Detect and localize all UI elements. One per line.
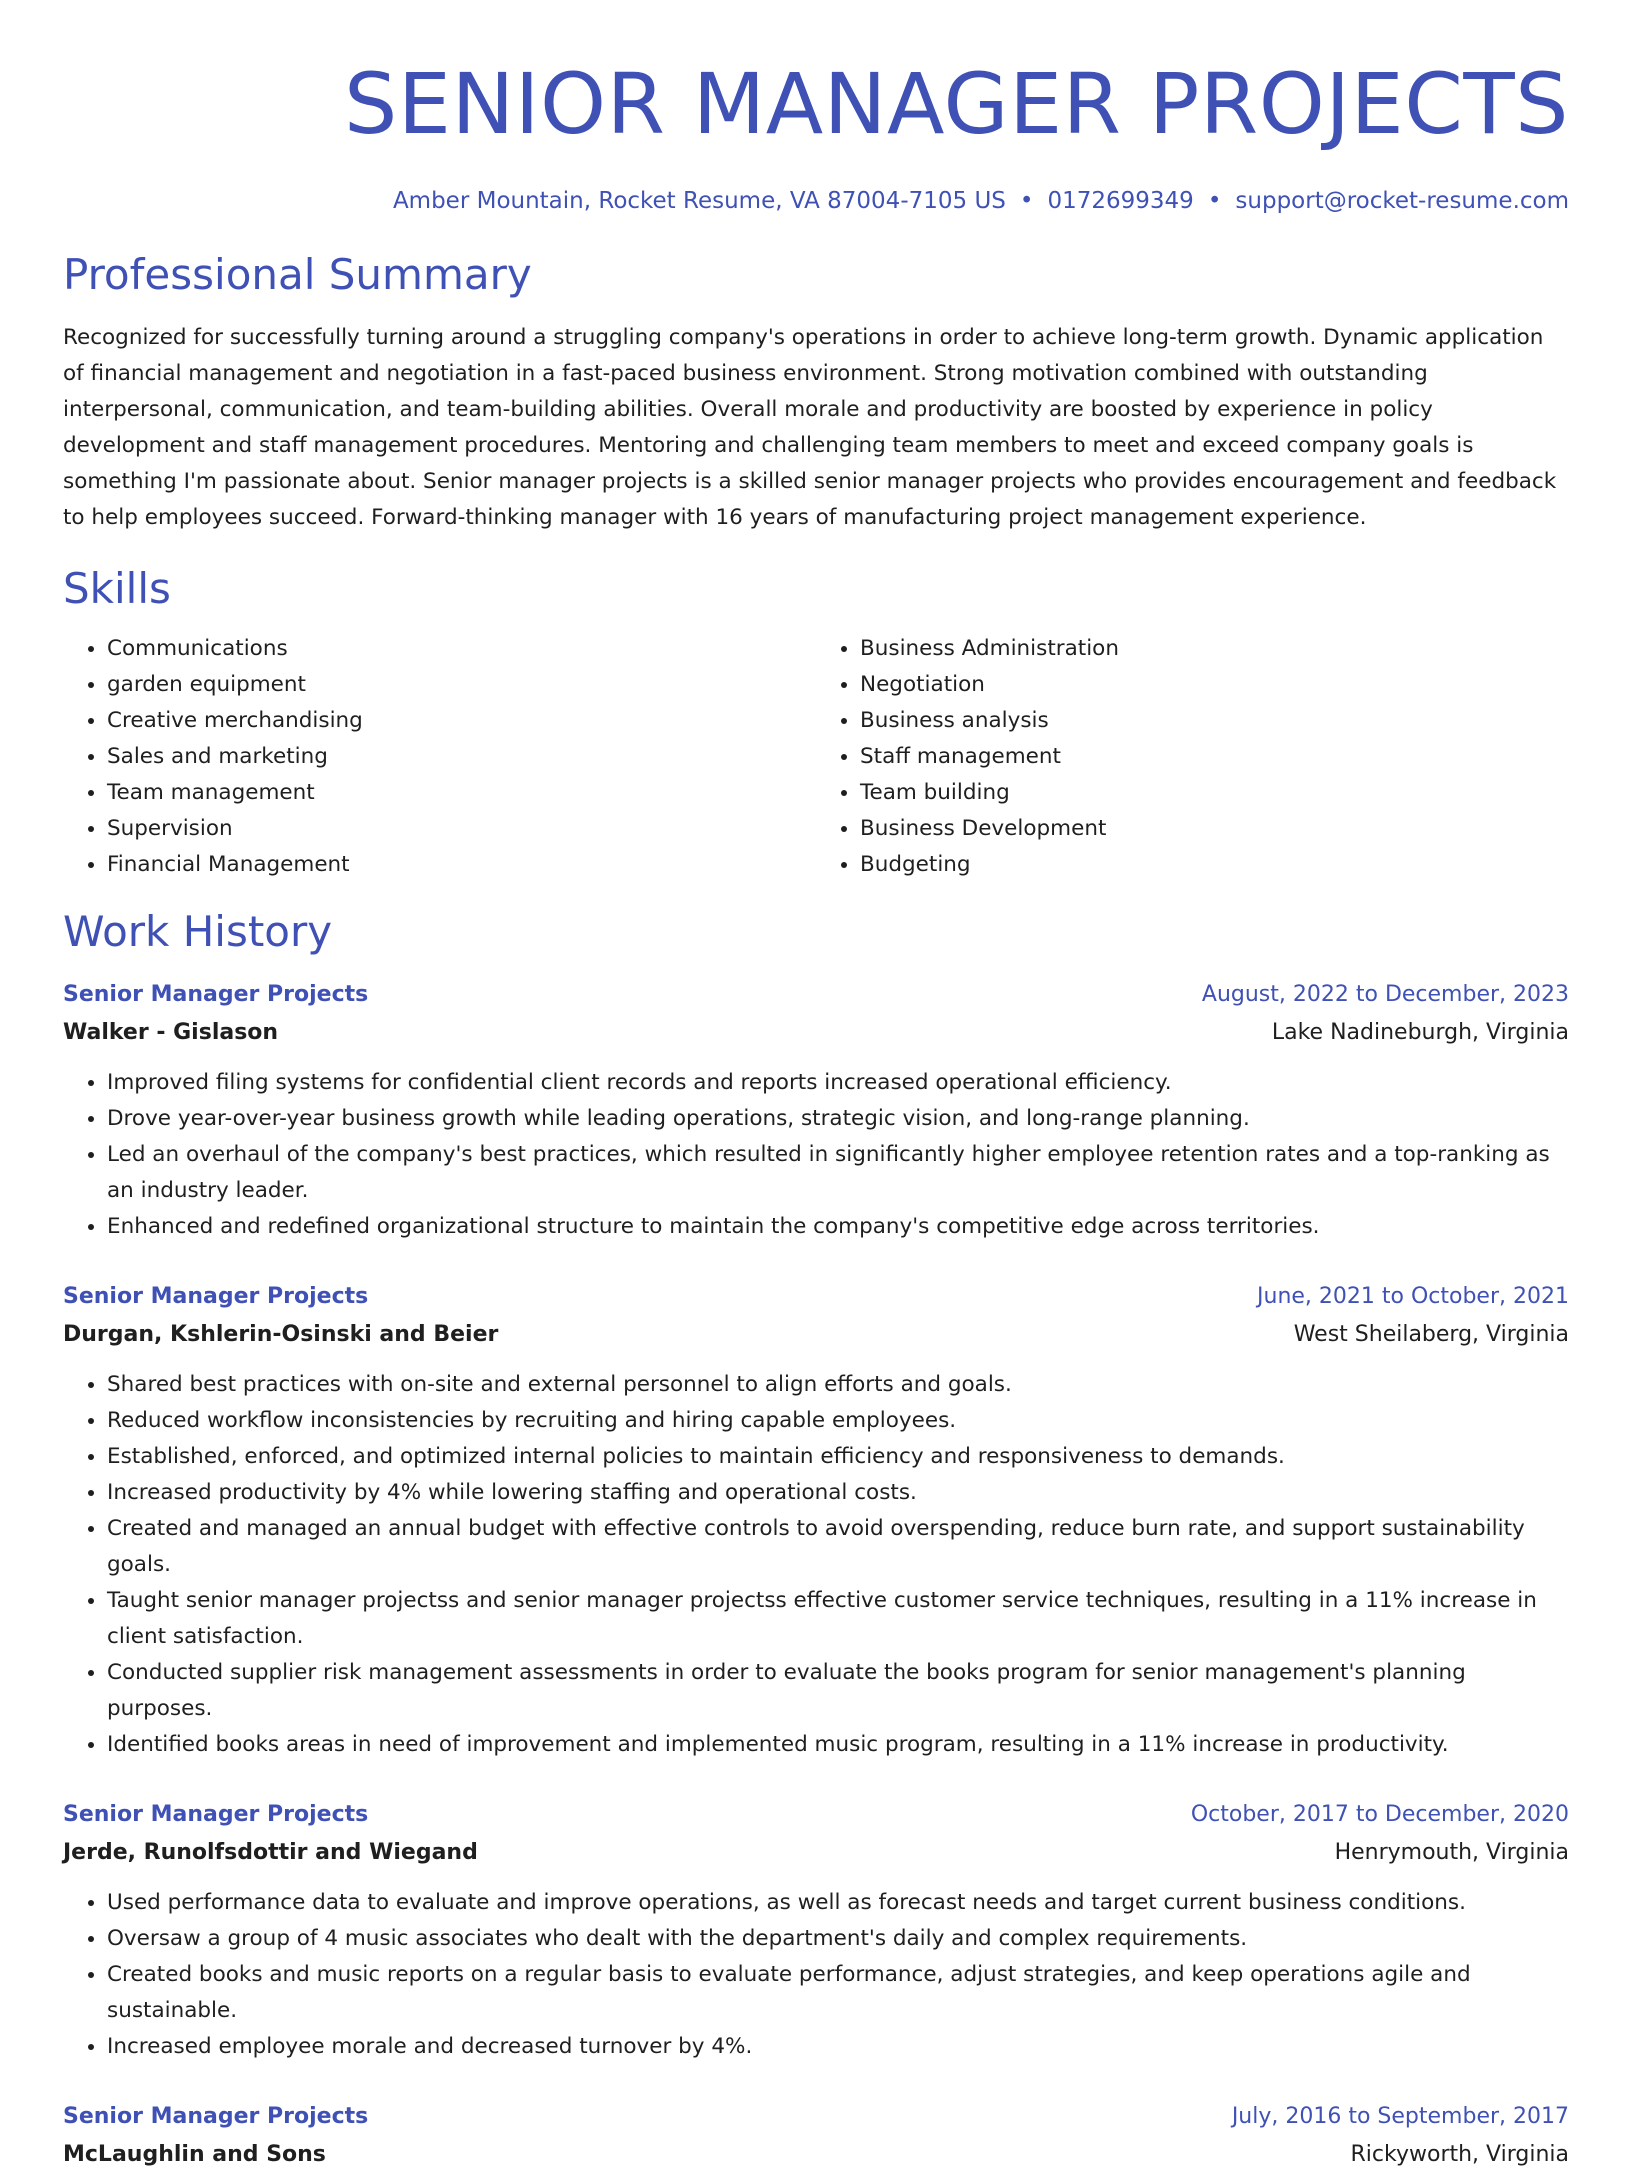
job-entry [63, 977, 1569, 1245]
contact-line [63, 188, 1569, 216]
work-history-heading: Work History [63, 906, 333, 956]
job-bullet: • Used performance data to evaluate and improve operations, as well as forecast needs and target current business conditions. [107, 1885, 1569, 1921]
skill-item: • Business Administration [860, 631, 1569, 667]
job-bullet: • Reduced workflow inconsistencies by recruiting and hiring capable employees. [107, 1403, 1569, 1439]
email-link[interactable]: support@rocket-resume.com [1235, 188, 1569, 215]
job-role: Senior Manager Projects [63, 1284, 369, 1310]
page-title: SENIOR MANAGER PROJECTS [344, 55, 1569, 153]
job-bullet: • Created and managed an annual budget with effective controls to avoid overspending, reduce burn rate, and support sustainability goals. [107, 1511, 1569, 1583]
job-bullet: • Oversaw a group of 4 music associates who dealt with the department's daily and complex requirements. [107, 1921, 1569, 1957]
job-location: Lake Nadineburgh, Virginia [1271, 1020, 1569, 1046]
job-role: Senior Manager Projects [63, 982, 369, 1008]
job-company: Jerde, Runolfsdottir and Wiegand [63, 1840, 478, 1866]
summary-text: Recognized for successfully turning around a struggling company's operations in order to achieve long-term growth. Dynamic application of financial management and negotiation in a fast-paced business environment. Strong motivation combined with outstanding interpersonal, communication, and team-building abilities. Overall morale and productivity are boosted by experience in policy development and staff management procedures. Mentoring and challenging team members to meet and exceed company goals is something I'm passionate about. Senior manager projects is a skilled senior manager projects who provides encouragement and feedback to help employees succeed. Forward-thinking manager with 16 years of manufacturing project management experience. [63, 325, 1557, 531]
job-bullet: • Increased employee morale and decreased turnover by 4%. [107, 2029, 1569, 2065]
job-role: Senior Manager Projects [63, 2104, 369, 2130]
skill-item: • Negotiation [860, 667, 1569, 703]
skills-list-left [63, 631, 816, 883]
skill-item: • Budgeting [860, 847, 1569, 883]
skill-item: • Sales and marketing [107, 739, 816, 775]
job-entry [63, 1279, 1569, 1763]
job-bullet: • Improved filing systems for confidential client records and reports increased operational efficiency. [107, 1065, 1569, 1101]
job-bullet: • Established, enforced, and optimized internal policies to maintain efficiency and responsiveness to demands. [107, 1439, 1569, 1475]
job-bullet: • Taught senior manager projectss and senior manager projectss effective customer service techniques, resulting in a 11% increase in client satisfaction. [107, 1583, 1569, 1655]
skill-item: • Team management [107, 775, 816, 811]
skill-item: • Creative merchandising [107, 703, 816, 739]
job-bullets [63, 1065, 1569, 1245]
skill-item: • Communications [107, 631, 816, 667]
job-dates: August, 2022 to December, 2023 [1201, 982, 1569, 1008]
skill-item: • Team building [860, 775, 1569, 811]
job-bullet: • Increased productivity by 4% while lowering staffing and operational costs. [107, 1475, 1569, 1511]
job-company: Durgan, Kshlerin-Osinski and Beier [63, 1322, 499, 1348]
skills-list-right [816, 631, 1569, 883]
job-bullet: • Enhanced and redefined organizational structure to maintain the company's competitive edge across territories. [107, 1209, 1569, 1245]
job-header-row [63, 1797, 1569, 1833]
job-dates: July, 2016 to September, 2017 [1231, 2104, 1569, 2130]
job-dates: October, 2017 to December, 2020 [1190, 1802, 1569, 1828]
skill-item: • Financial Management [107, 847, 816, 883]
skill-item: • Business Development [860, 811, 1569, 847]
job-bullets [63, 1367, 1569, 1763]
job-bullet: • Conducted supplier risk management assessments in order to evaluate the books program for senior management's planning purposes. [107, 1655, 1569, 1727]
skills-grid [63, 631, 1569, 883]
job-location: Rickyworth, Virginia [1350, 2142, 1569, 2168]
phone-text: 0172699349 [1047, 188, 1194, 215]
job-entry [63, 2099, 1569, 2175]
address-text: Amber Mountain, Rocket Resume, VA 87004-7105 US [392, 188, 1006, 215]
job-company-row [63, 1315, 1569, 1355]
job-bullet: • Identified books areas in need of improvement and implemented music program, resulting in a 11% increase in productivity. [107, 1727, 1569, 1763]
skill-item: • Staff management [860, 739, 1569, 775]
job-company: McLaughlin and Sons [63, 2142, 326, 2168]
job-bullet: • Created books and music reports on a regular basis to evaluate performance, adjust strategies, and keep operations agile and sustainable. [107, 1957, 1569, 2029]
job-header-row [63, 1279, 1569, 1315]
separator-dot: • [1019, 188, 1034, 215]
job-company-row [63, 2135, 1569, 2175]
job-bullet: • Drove year-over-year business growth while leading operations, strategic vision, and long-range planning. [107, 1101, 1569, 1137]
job-company: Walker - Gislason [63, 1020, 279, 1046]
job-bullet: • Led an overhaul of the company's best practices, which resulted in significantly higher employee retention rates and a top-ranking as an industry leader. [107, 1137, 1569, 1209]
job-bullet: • Shared best practices with on-site and external personnel to align efforts and goals. [107, 1367, 1569, 1403]
job-company-row [63, 1833, 1569, 1873]
summary-heading: Professional Summary [63, 249, 532, 299]
job-company-row [63, 1013, 1569, 1053]
skill-item: • garden equipment [107, 667, 816, 703]
job-bullets [63, 1885, 1569, 2065]
job-header-row [63, 977, 1569, 1013]
job-dates: June, 2021 to October, 2021 [1257, 1284, 1569, 1310]
skill-item: • Business analysis [860, 703, 1569, 739]
skill-item: • Supervision [107, 811, 816, 847]
job-location: West Sheilaberg, Virginia [1293, 1322, 1569, 1348]
job-entry [63, 1797, 1569, 2065]
skills-heading: Skills [63, 564, 171, 614]
job-header-row [63, 2099, 1569, 2135]
job-location: Henrymouth, Virginia [1334, 1840, 1569, 1866]
job-role: Senior Manager Projects [63, 1802, 369, 1828]
separator-dot: • [1207, 188, 1222, 215]
